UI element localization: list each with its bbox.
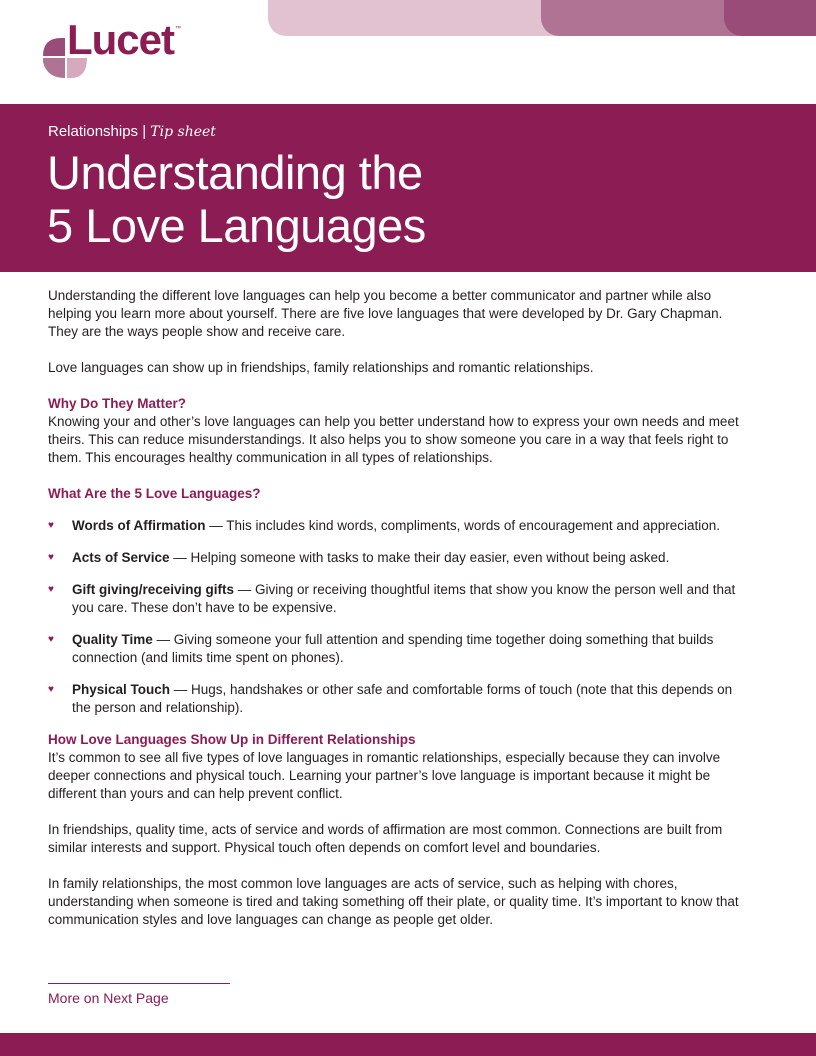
heart-icon: ♥	[48, 684, 54, 695]
header-banner	[0, 104, 816, 272]
heart-icon: ♥	[48, 584, 54, 595]
list-item	[48, 517, 748, 535]
kicker-separator: |	[138, 123, 151, 140]
relationships-paragraph-3: In family relationships, the most common love languages are acts of service, such as helping with chores, understanding when someone is tired and taking something off their plate, or quality time. It’s important to know that communication styles and love languages can change as people get older.	[48, 876, 739, 927]
relationships-heading: How Love Languages Show Up in Different Relationships	[48, 732, 416, 747]
relationships-paragraph-1: It’s common to see all five types of love languages in romantic relationships, especially because they can involve deeper connections and physical touch. Learning your partner’s love language is important because it might be different than yours and can help prevent conflict.	[48, 750, 721, 801]
footer-bar	[0, 1033, 816, 1056]
list-item	[48, 549, 748, 567]
list-item	[48, 681, 748, 717]
relationships-paragraph-2: In friendships, quality time, acts of service and words of affirmation are most common. Connections are built from similar interests and support. Physical touch often depends on comfort level and boundaries.	[48, 822, 723, 855]
list-item-desc: — Hugs, handshakes or other safe and comfortable forms of touch (note that this depends on the person and relationship).	[72, 682, 733, 715]
why-heading: Why Do They Matter?	[48, 396, 187, 411]
trademark-symbol: ™	[175, 26, 181, 32]
list-item-term: Gift giving/receiving gifts	[72, 582, 235, 597]
list-item-term: Acts of Service	[72, 550, 170, 565]
more-on-next-page-link[interactable]: More on Next Page	[48, 990, 169, 1006]
list-item-term: Words of Affirmation	[72, 518, 206, 533]
title-line-1: Understanding the	[47, 146, 423, 199]
why-body: Knowing your and other’s love languages can help you better understand how to express your own needs and meet theirs. This can reduce misunderstandings. It also helps you to show someone you care in a way that feels right to them. This encourages healthy communication in all types of relationships.	[48, 414, 739, 465]
doc-type-label: Tip sheet	[150, 124, 216, 140]
footer-divider	[48, 983, 230, 984]
logo-wordmark: Lucet	[67, 16, 175, 63]
heart-icon: ♥	[48, 634, 54, 645]
main-content	[48, 287, 748, 929]
list-item	[48, 581, 748, 617]
heart-icon: ♥	[48, 552, 54, 563]
kicker	[48, 123, 216, 140]
intro-paragraph-1: Understanding the different love languages can help you become a better communicator and partner while also helping you learn more about yourself. There are five love languages that were developed by Dr. Gary Chapman. They are the ways people show and receive care.	[48, 288, 723, 339]
lucet-logo	[41, 16, 191, 86]
top-tab-dark	[724, 0, 816, 36]
category-label: Relationships	[48, 123, 139, 140]
list-item	[48, 631, 748, 667]
list-item-desc: — This includes kind words, compliments, words of encouragement and appreciation.	[205, 518, 721, 533]
list-item-desc: — Giving someone your full attention and spending time together doing something that builds connection (and limits time spent on phones).	[72, 632, 714, 665]
page-title	[47, 146, 426, 252]
list-item-desc: — Giving or receiving thoughtful items that show you know the person well and that you care. These don’t have to be expensive.	[72, 582, 736, 615]
languages-heading: What Are the 5 Love Languages?	[48, 486, 261, 501]
love-languages-list	[48, 517, 748, 717]
heart-icon: ♥	[48, 520, 54, 531]
list-item-term: Quality Time	[72, 632, 153, 647]
list-item-term: Physical Touch	[72, 682, 171, 697]
list-item-desc: — Helping someone with tasks to make their day easier, even without being asked.	[169, 550, 670, 565]
intro-paragraph-2: Love languages can show up in friendships, family relationships and romantic relationships.	[48, 360, 594, 375]
title-line-2: 5 Love Languages	[47, 199, 426, 252]
